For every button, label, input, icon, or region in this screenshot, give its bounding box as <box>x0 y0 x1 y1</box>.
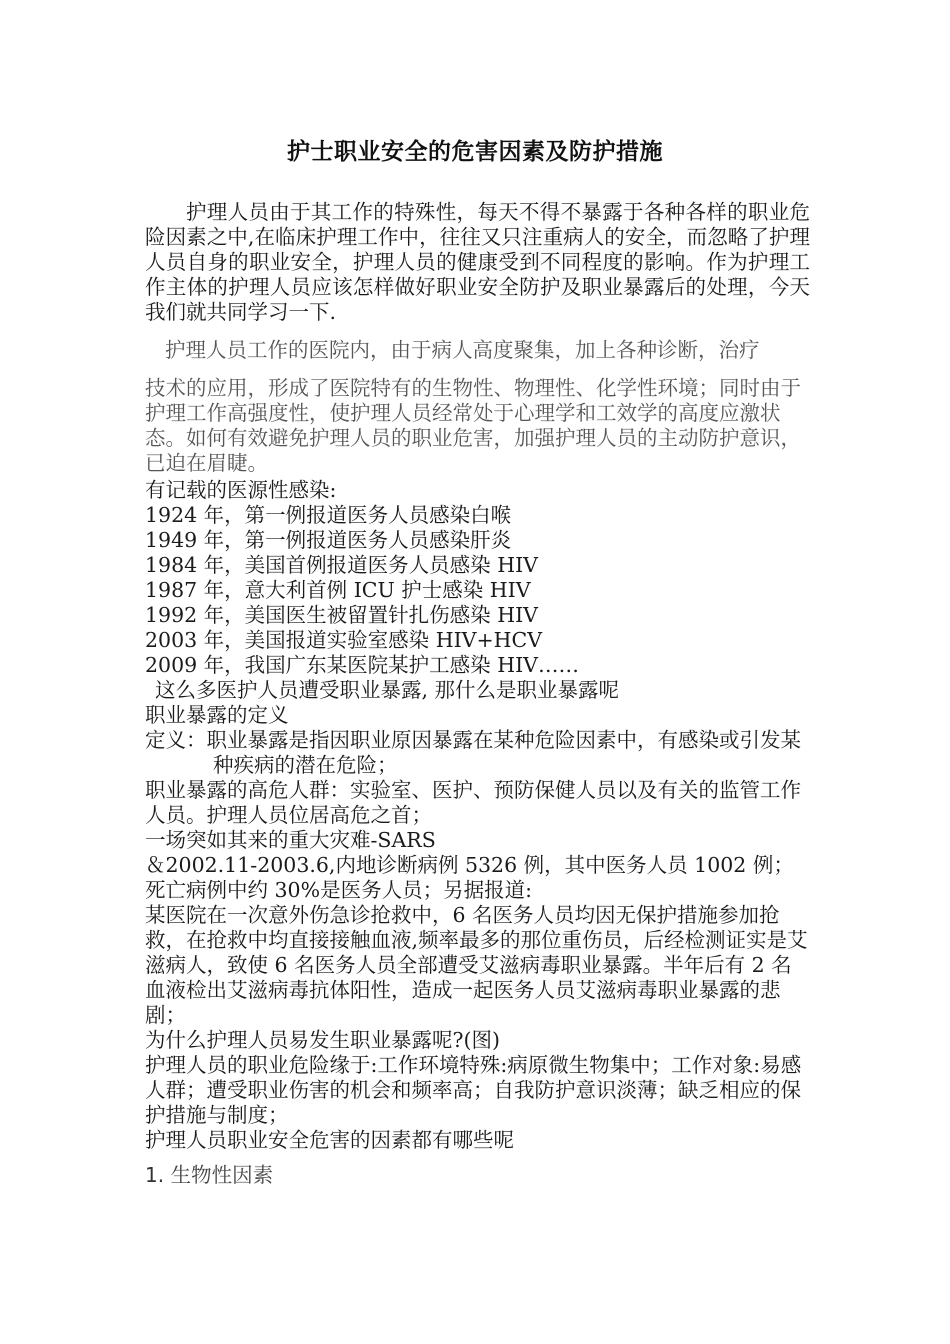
infection-item: 2009 年，我国广东某医院某护工感染 HIV…… <box>145 653 579 677</box>
risk-reasons-text: 护理人员的职业危险缘于:工作环境特殊:病原微生物集中；工作对象:易感人群；遭受职业伤害的机会和频率高；自我防护意识淡薄；缺乏相应的保护措施与制度； <box>145 1053 802 1127</box>
sars-statistics: ＆2002.11-2003.6,内地诊断病例 5326 例，其中医务人员 1002 例；死亡病例中约 30%是医务人员；另据报道: <box>145 853 794 902</box>
paragraph-continuation: 技术的应用，形成了医院特有的生物性、物理性、化学性环境；同时由于护理工作高强度性，使护理人员经常处于心理学和工效学的高度应激状态。如何有效避免护理人员的职业危害，加强护理人员的主动防护意识，已迫在眉睫。 <box>145 376 801 475</box>
hospital-environment-paragraph <box>145 338 810 476</box>
infection-item: 2003 年，美国报道实验室感染 HIV+HCV <box>145 628 543 652</box>
infections-heading: 有记载的医源性感染: <box>145 478 337 502</box>
incident-report: 某医院在一次意外伤急诊抢救中，6 名医务人员均因无保护措施参加抢救，在抢救中均直接接触血液,频率最多的那位重伤员，后经检测证实是艾滋病人，致使 6 名医务人员全部遭受艾滋病毒职业暴露。半年后有 2 名血液检出艾滋病毒抗体阳性，造成一起医务人员艾滋病毒职业暴露的悲剧； <box>145 903 808 1027</box>
infection-item: 1992 年，美国医生被留置针扎伤感染 HIV <box>145 603 538 627</box>
paragraph-first-line: 护理人员工作的医院内，由于病人高度聚集，加上各种诊断，治疗 <box>165 338 760 362</box>
main-content <box>145 478 810 1153</box>
hazard-factors-question: 护理人员职业安全危害的因素都有哪些呢 <box>145 1128 514 1152</box>
definition-heading: 职业暴露的定义 <box>145 703 289 727</box>
section-number: 1. <box>145 1163 165 1187</box>
infection-item: 1987 年，意大利首例 ICU 护士感染 HIV <box>145 578 531 602</box>
page-title: 护士职业安全的危害因素及防护措施 <box>287 138 663 165</box>
intro-paragraph: 护理人员由于其工作的特殊性，每天不得不暴露于各种各样的职业危险因素之中,在临床护理工作中，往往又只注重病人的安全，而忽略了护理人员自身的职业安全，护理人员的健康受到不同程度的影响。作为护理工作主体的护理人员应该怎样做好职业安全防护及职业暴露后的处理，今天我们就共同学习一下. <box>145 200 810 324</box>
infection-item: 1924 年，第一例报道医务人员感染白喉 <box>145 503 512 527</box>
definition-text: 定义：职业暴露是指因职业原因暴露在某种危险因素中，有感染或引发某种疾病的潜在危险； <box>145 728 801 777</box>
infection-item: 1949 年，第一例报道医务人员感染肝炎 <box>145 528 512 552</box>
section-title: 生物性因素 <box>170 1163 274 1187</box>
infection-item: 1984 年，美国首例报道医务人员感染 HIV <box>145 553 538 577</box>
section-heading-biological <box>145 1158 273 1188</box>
high-risk-group-text: 职业暴露的高危人群：实验室、医护、预防保健人员以及有关的监管工作人员。护理人员位居高危之首； <box>145 778 801 827</box>
why-exposure-question: 为什么护理人员易发生职业暴露呢?(图) <box>145 1028 500 1052</box>
occupational-exposure-question: 这么多医护人员遭受职业暴露, 那什么是职业暴露呢 <box>155 678 620 702</box>
sars-heading: 一场突如其来的重大灾难-SARS <box>145 828 436 852</box>
